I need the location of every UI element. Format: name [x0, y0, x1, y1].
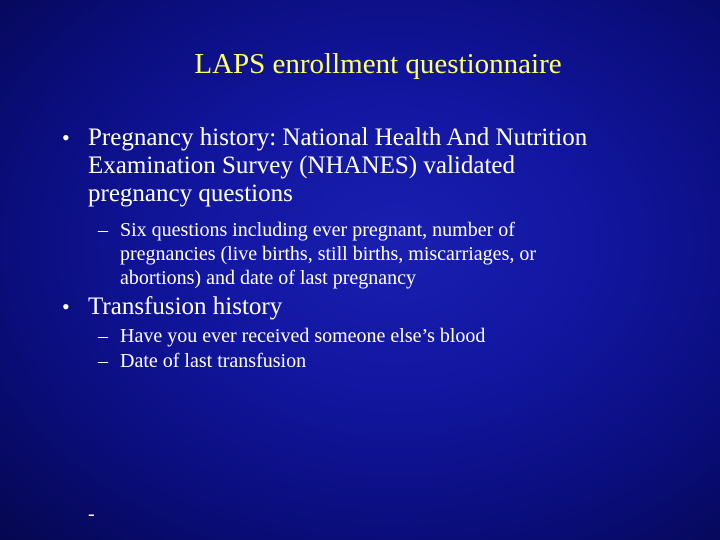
- sub-bullet-marker: –: [98, 350, 108, 372]
- sub-bullet-text: Have you ever received someone else’s blood: [120, 325, 486, 347]
- bullet-marker: •: [62, 125, 70, 150]
- bullet-text: Pregnancy history: National Health And Nutrition Examination Survey (NHANES) validated pregnancy questions: [88, 124, 588, 207]
- sub-bullet-text: Six questions including ever pregnant, number of pregnancies (live births, still births, miscarriages, or abortions) and date of last pregnancy: [120, 219, 537, 289]
- footer-dash: -: [88, 503, 95, 525]
- bullet-text: Transfusion history: [88, 293, 283, 320]
- sub-bullet-marker: –: [98, 219, 108, 241]
- sub-bullet-text: Date of last transfusion: [120, 350, 307, 372]
- slide-title: LAPS enrollment questionnaire: [194, 48, 562, 80]
- sub-bullet-last-transfusion: [98, 349, 306, 373]
- bullet-pregnancy-history: [62, 124, 587, 208]
- sub-bullet-marker: –: [98, 325, 108, 347]
- sub-bullet-received-blood: [98, 324, 485, 348]
- bullet-marker: •: [62, 294, 70, 319]
- bullet-transfusion-history: [62, 293, 282, 321]
- sub-bullet-six-questions: [98, 218, 536, 290]
